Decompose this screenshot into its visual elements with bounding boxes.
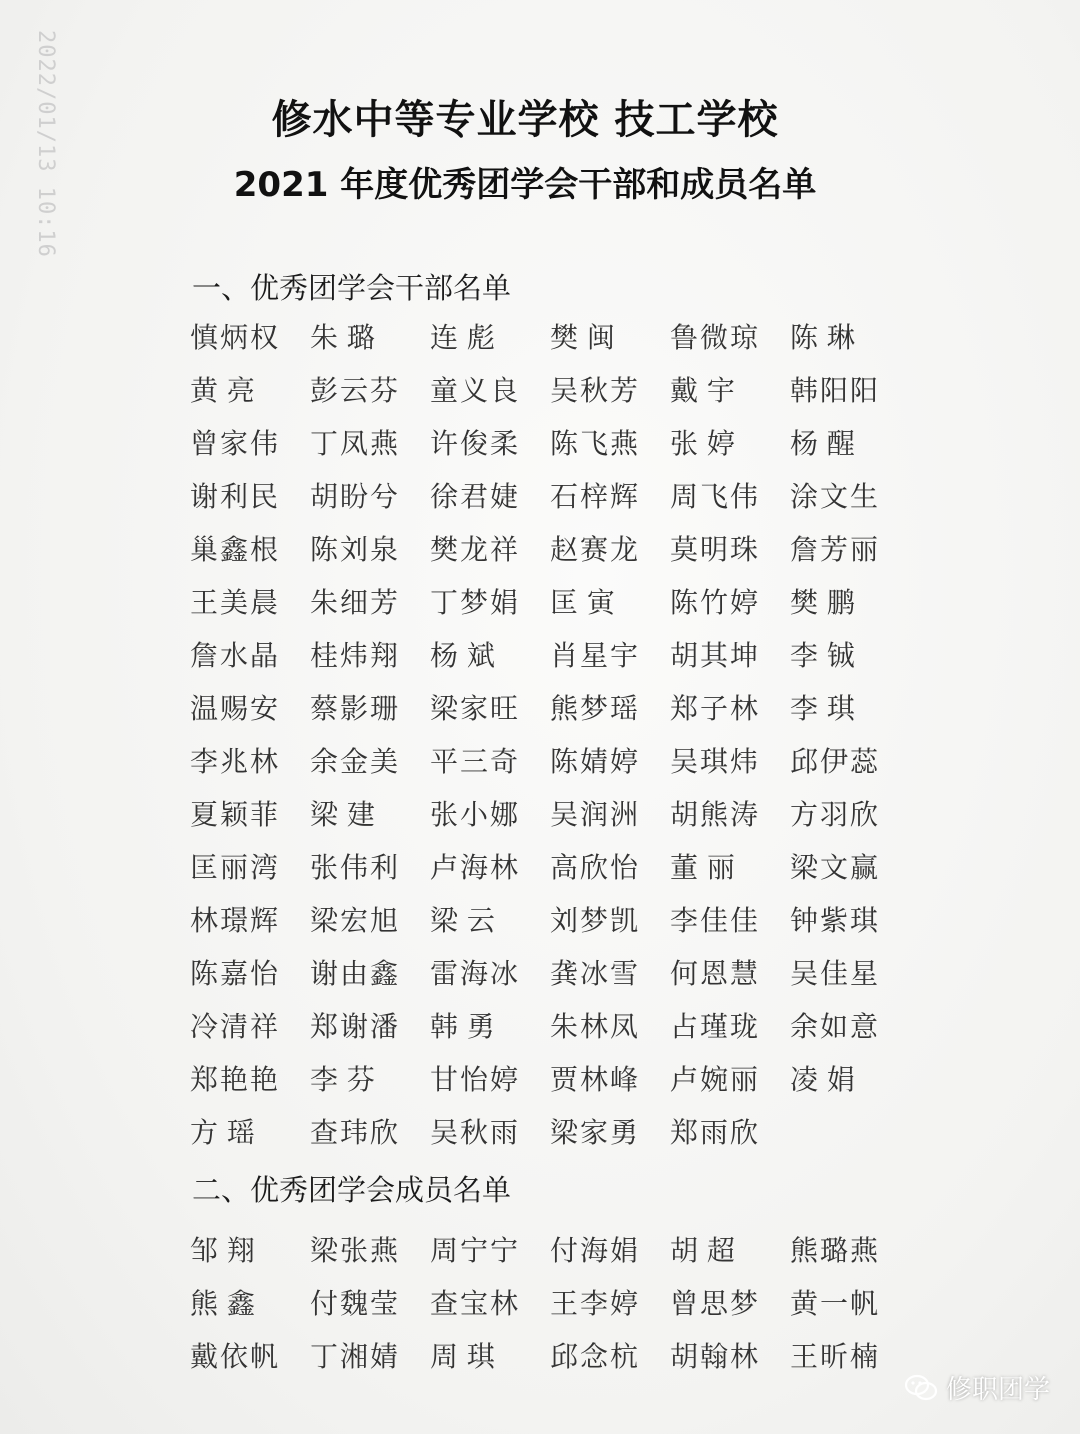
name-cell: 朱细芳 (310, 586, 401, 619)
section-heading-cadres: 一、优秀团学会干部名单 (192, 271, 512, 305)
name-cell: 王昕楠 (790, 1340, 881, 1373)
name-cell: 梁宏旭 (310, 904, 401, 937)
name-cell: 付海娟 (550, 1234, 641, 1267)
name-cell: 陈嘉怡 (190, 957, 281, 990)
name-cell: 张小娜 (430, 798, 521, 831)
name-cell: 郑子林 (670, 692, 761, 725)
name-cell: 方 瑶 (190, 1116, 255, 1149)
name-cell: 林璟辉 (190, 904, 281, 937)
name-cell: 梁 云 (430, 904, 495, 937)
name-cell: 董 丽 (670, 851, 735, 884)
name-cell: 方羽欣 (790, 798, 881, 831)
name-cell: 吴秋芳 (550, 374, 641, 407)
name-cell: 高欣怡 (550, 851, 641, 884)
name-cell: 鲁微琼 (670, 321, 761, 354)
name-cell: 王李婷 (550, 1287, 641, 1320)
name-cell: 徐君婕 (430, 480, 521, 513)
name-cell: 赵赛龙 (550, 533, 641, 566)
name-cell: 胡熊涛 (670, 798, 761, 831)
name-cell: 夏颖菲 (190, 798, 281, 831)
name-cell: 詹水晶 (190, 639, 281, 672)
name-cell: 戴依帆 (190, 1340, 281, 1373)
name-cell: 郑艳艳 (190, 1063, 281, 1096)
page-title: 修水中等专业学校 技工学校 (271, 97, 779, 143)
name-cell: 黄 亮 (190, 374, 255, 407)
name-cell: 吴佳星 (790, 957, 881, 990)
name-cell: 杨 斌 (430, 639, 495, 672)
name-cell: 张 婷 (670, 427, 735, 460)
name-cell: 郑雨欣 (670, 1116, 761, 1149)
name-cell: 慎炳权 (190, 321, 281, 354)
name-cell: 温赐安 (190, 692, 281, 725)
name-cell: 甘怡婷 (430, 1063, 521, 1096)
name-cell: 胡盼兮 (310, 480, 401, 513)
name-cell: 邹 翔 (190, 1234, 255, 1267)
name-cell: 詹芳丽 (790, 533, 881, 566)
name-cell: 杨 醒 (790, 427, 855, 460)
name-cell: 梁家勇 (550, 1116, 641, 1149)
name-cell: 李 铖 (790, 639, 855, 672)
name-cell: 樊龙祥 (430, 533, 521, 566)
section-heading-members: 二、优秀团学会成员名单 (192, 1173, 512, 1207)
name-cell: 李 琪 (790, 692, 855, 725)
name-cell: 樊 闽 (550, 321, 615, 354)
name-cell: 李 芬 (310, 1063, 375, 1096)
name-cell: 付魏莹 (310, 1287, 401, 1320)
name-cell: 刘梦凯 (550, 904, 641, 937)
name-cell: 石梓辉 (550, 480, 641, 513)
name-cell: 何恩慧 (670, 957, 761, 990)
name-cell: 雷海冰 (430, 957, 521, 990)
name-cell: 张伟利 (310, 851, 401, 884)
name-cell: 胡翰林 (670, 1340, 761, 1373)
name-cell: 丁梦娟 (430, 586, 521, 619)
name-cell: 黄一帆 (790, 1287, 881, 1320)
name-cell: 涂文生 (790, 480, 881, 513)
name-cell: 匡 寅 (550, 586, 615, 619)
name-cell: 平三奇 (430, 745, 521, 778)
name-cell: 陈刘泉 (310, 533, 401, 566)
name-cell: 梁文赢 (790, 851, 881, 884)
name-cell: 周宁宁 (430, 1234, 521, 1267)
name-cell: 余如意 (790, 1010, 881, 1043)
name-cell: 谢由鑫 (310, 957, 401, 990)
name-cell: 查宝林 (430, 1287, 521, 1320)
name-cell: 丁凤燕 (310, 427, 401, 460)
name-cell: 龚冰雪 (550, 957, 641, 990)
name-cell: 李佳佳 (670, 904, 761, 937)
watermark-text: 修职团学 (945, 1375, 1050, 1405)
name-cell: 熊 鑫 (190, 1287, 255, 1320)
name-cell: 樊 鹏 (790, 586, 855, 619)
name-cell: 谢利民 (190, 480, 281, 513)
name-cell: 周飞伟 (670, 480, 761, 513)
name-cell: 胡 超 (670, 1234, 735, 1267)
name-cell: 冷清祥 (190, 1010, 281, 1043)
name-cell: 曾思梦 (670, 1287, 761, 1320)
name-cell: 陈 琳 (790, 321, 855, 354)
date-stamp: 2022/01/13 10:16 (33, 30, 58, 258)
name-cell: 吴秋雨 (430, 1116, 521, 1149)
name-cell: 吴琪炜 (670, 745, 761, 778)
name-cell: 查玮欣 (310, 1116, 401, 1149)
name-cell: 占瑾珑 (670, 1010, 761, 1043)
name-cell: 熊梦瑶 (550, 692, 641, 725)
name-cell: 许俊柔 (430, 427, 521, 460)
name-cell: 卢婉丽 (670, 1063, 761, 1096)
name-cell: 邱伊蕊 (790, 745, 881, 778)
name-cell: 朱林凤 (550, 1010, 641, 1043)
name-cell: 朱 璐 (310, 321, 375, 354)
name-cell: 桂炜翔 (310, 639, 401, 672)
name-cell: 钟紫琪 (790, 904, 881, 937)
name-cell: 戴 宇 (670, 374, 735, 407)
name-cell: 陈婧婷 (550, 745, 641, 778)
name-cell: 王美晨 (190, 586, 281, 619)
name-cell: 卢海林 (430, 851, 521, 884)
name-cell: 肖星宇 (550, 639, 641, 672)
name-cell: 丁湘婧 (310, 1340, 401, 1373)
wechat-icon (904, 1374, 938, 1402)
name-cell: 连 彪 (430, 321, 495, 354)
name-cell: 匡丽湾 (190, 851, 281, 884)
name-cell: 梁 建 (310, 798, 375, 831)
members-name-grid (190, 1231, 910, 1390)
name-cell: 凌 娟 (790, 1063, 855, 1096)
name-cell: 曾家伟 (190, 427, 281, 460)
name-cell: 彭云芬 (310, 374, 401, 407)
page-subtitle: 2021 年度优秀团学会干部和成员名单 (233, 165, 817, 205)
watermark (904, 1369, 1050, 1406)
name-cell: 梁张燕 (310, 1234, 401, 1267)
name-cell: 陈飞燕 (550, 427, 641, 460)
name-cell: 童义良 (430, 374, 521, 407)
name-cell: 陈竹婷 (670, 586, 761, 619)
name-cell: 邱念杭 (550, 1340, 641, 1373)
name-cell: 蔡影珊 (310, 692, 401, 725)
name-cell: 胡其坤 (670, 639, 761, 672)
name-cell: 梁家旺 (430, 692, 521, 725)
name-cell: 周 琪 (430, 1340, 495, 1373)
name-cell: 韩 勇 (430, 1010, 495, 1043)
name-cell: 余金美 (310, 745, 401, 778)
name-cell: 莫明珠 (670, 533, 761, 566)
name-cell: 巢鑫根 (190, 533, 281, 566)
name-cell: 韩阳阳 (790, 374, 881, 407)
name-cell: 熊璐燕 (790, 1234, 881, 1267)
name-cell: 贾林峰 (550, 1063, 641, 1096)
name-cell: 郑谢潘 (310, 1010, 401, 1043)
cadres-name-grid (190, 318, 910, 1166)
name-cell: 吴润洲 (550, 798, 641, 831)
name-cell: 李兆林 (190, 745, 281, 778)
